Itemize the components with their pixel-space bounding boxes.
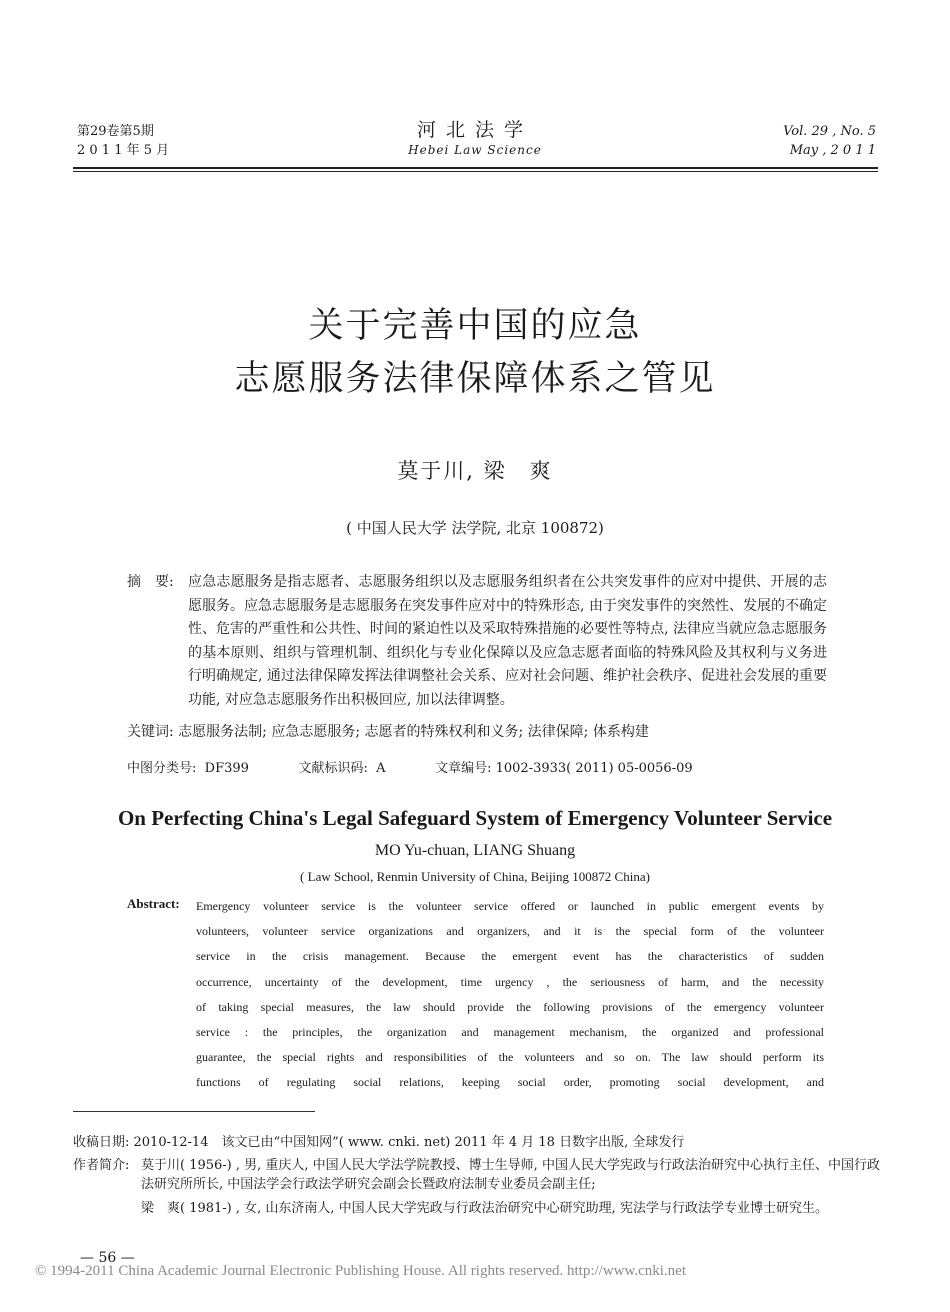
abstract-en-line: guarantee, the special rights and responsibilities of the volunteers and so on. The law should perform its <box>196 1050 824 1065</box>
abstract-en-text <box>196 894 824 1096</box>
abstract-en-line: service : the principles, the organization and management mechanism, the organized and professional <box>196 1025 824 1040</box>
footnote-received: 收稿日期: 2010-12-14 该文已由“中国知网”( www. cnki. net) 2011 年 4 月 18 日数字出版, 全球发行 <box>73 1135 685 1150</box>
classification-meta-cn: 中图分类号: DF399 文献标识码: A 文章编号: 1002-3933( 2011) 05-0056-09 <box>127 761 693 776</box>
article-title-en: On Perfecting China's Legal Safeguard System of Emergency Volunteer Service <box>117 806 833 830</box>
abstract-en-line: service in the crisis management. Because the emergent event has the characteristics of sudden <box>196 949 824 964</box>
abstract-cn <box>127 571 827 712</box>
authors-cn: 莫于川, 梁 爽 <box>397 459 553 483</box>
header-volume-issue-en: Vol. 29 , No. 5 <box>783 124 876 139</box>
footnote-author-1 <box>73 1156 883 1194</box>
abstract-en-line: of taking special measures, the law should provide the following provisions of the emergency volunteer <box>196 999 824 1014</box>
abstract-en-label: Abstract: <box>127 896 180 911</box>
footnote-author-label: 作者简介: <box>73 1158 130 1173</box>
header-rule-thin <box>73 171 878 172</box>
keywords-cn: 关键词: 志愿服务法制; 应急志愿服务; 志愿者的特殊权利和义务; 法律保障; 体系构建 <box>127 724 649 740</box>
affiliation-cn: ( 中国人民大学 法学院, 北京 100872) <box>346 519 604 537</box>
footnote-author-2: 梁 爽( 1981-) , 女, 山东济南人, 中国人民大学宪政与行政法治研究中心研究助理, 宪法学与行政法学专业博士研究生。 <box>141 1201 828 1216</box>
title-line-1: 关于完善中国的应急 <box>308 306 642 346</box>
footnote-rule <box>73 1111 315 1112</box>
abstract-en-line: occurrence, uncertainty of the development, time urgency , the seriousness of harm, and the necessity <box>196 974 824 989</box>
header-rule-thick <box>73 167 878 169</box>
page-number: — 56 — <box>80 1250 135 1266</box>
journal-name-cn: 河北法学 <box>416 119 533 141</box>
journal-name-en: Hebei Law Science <box>408 143 542 157</box>
affiliation-en: ( Law School, Renmin University of China, Beijing 100872 China) <box>300 869 650 884</box>
article-title-cn <box>0 300 950 406</box>
abstract-cn-label: 摘 要: <box>127 574 174 590</box>
header-date-en: May , 2 0 1 1 <box>789 143 876 158</box>
header-volume-issue: 第29卷第5期 <box>77 124 154 139</box>
abstract-en-line: volunteers, volunteer service organizations and organizers, and it is the special form of the volunteer <box>196 924 824 939</box>
header-volume-en <box>783 122 876 160</box>
copyright-notice: © 1994-2011 China Academic Journal Electronic Publishing House. All rights reserved. http://www.cnki.net <box>35 1263 687 1279</box>
abstract-cn-text: 应急志愿服务是指志愿者、志愿服务组织以及志愿服务组织者在公共突发事件的应对中提供、开展的志愿服务。应急志愿服务是志愿服务在突发事件应对中的特殊形态, 由于突发事件的突然性、发展的不确定性、危害的严重性和公共性、时间的紧迫性以及采取特殊措施的必要性等特点, 法律应当就应急志愿服务的基本原则、组织与管理机制、组织化与专业化保障以及应急志愿者面临的特殊风险及其权利与义务进行明确规定, 通过法律保障发挥法律调整社会关系、应对社会问题、维护社会秩序、促进社会发展的重要功能, 对应急志愿服务作出积极回应, 加以法律调整。 <box>188 574 827 708</box>
abstract-en-line: functions of regulating social relations, keeping social order, promoting social development, and <box>196 1075 824 1090</box>
title-line-2: 志愿服务法律保障体系之管见 <box>234 359 716 399</box>
authors-en: MO Yu-chuan, LIANG Shuang <box>374 842 576 859</box>
footnote-author-1-text: 莫于川( 1956-) , 男, 重庆人, 中国人民大学法学院教授、博士生导师, 中国人民大学宪政与行政法治研究中心执行主任、中国行政法研究所所长, 中国法学会行政法学研究会副会长暨政府法制专业委员会副主任; <box>141 1158 880 1192</box>
header-date-cn: 2 0 1 1 年 5 月 <box>77 143 170 158</box>
abstract-en-line: Emergency volunteer service is the volunteer service offered or launched in public emergent events by <box>196 899 824 913</box>
